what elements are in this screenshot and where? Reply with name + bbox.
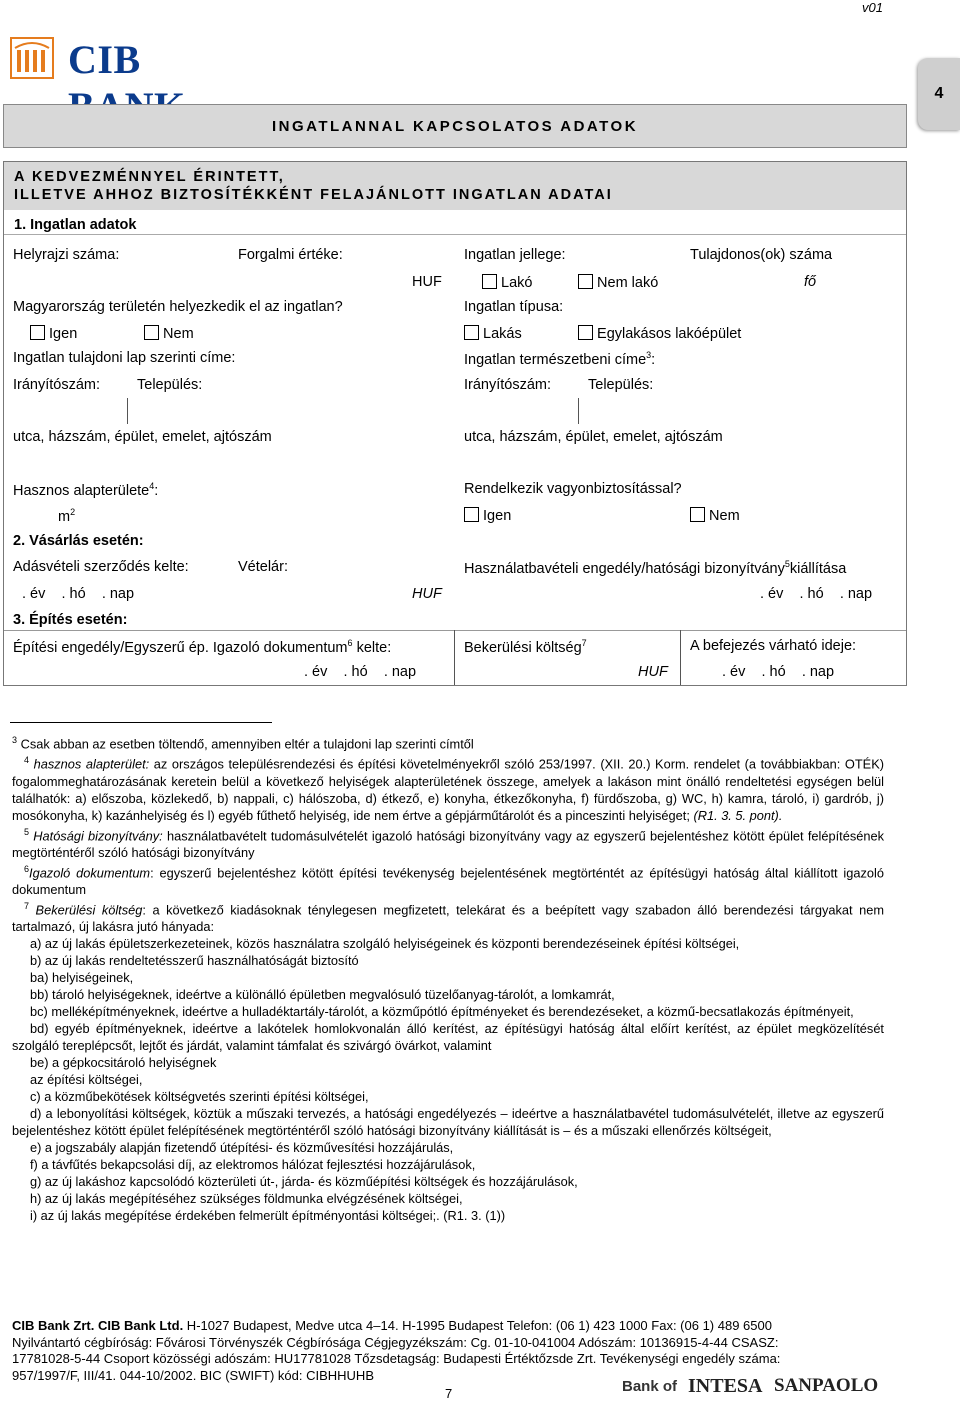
purchase-price-currency: HUF bbox=[412, 586, 442, 602]
in-hungary-no-checkbox[interactable] bbox=[144, 325, 159, 340]
footer-line-4: 957/1997/F, III/41. 044-10/2002. BIC (SWIFT) kód: CIBHHUHB bbox=[12, 1367, 374, 1383]
street-label-left: utca, házszám, épület, emelet, ajtószám bbox=[13, 429, 272, 445]
city-label-right: Település: bbox=[588, 377, 654, 393]
insurance-yes-option[interactable] bbox=[464, 507, 511, 524]
insurance-no-label: Nem bbox=[709, 508, 740, 524]
footnote-ref-7: 7 bbox=[581, 638, 587, 648]
cib-columns-icon bbox=[10, 34, 60, 82]
footer-line-2: Nyilvántartó cégbíróság: Fővárosi Törvényszék Cégbírósága Cégjegyzékszám: Cg. 01-10-041004 Adószám: 10136915-4-44 CSASZ: bbox=[12, 1334, 779, 1350]
property-type-label: Ingatlan típusa: bbox=[464, 299, 564, 315]
subsection-title-1: 1. Ingatlan adatok bbox=[4, 210, 906, 235]
actual-address-text: Ingatlan természetbeni címe bbox=[464, 351, 647, 368]
property-character-label: Ingatlan jellege: bbox=[464, 247, 566, 263]
completion-date-fields: . év . hó . nap bbox=[722, 664, 835, 680]
city-label-left: Település: bbox=[137, 377, 203, 393]
zip-city-divider-left bbox=[127, 398, 128, 424]
building-permit-label bbox=[13, 638, 391, 656]
footnote-ref-5: 5 bbox=[784, 559, 790, 569]
page-number: 7 bbox=[445, 1386, 453, 1401]
area-unit-sup: 2 bbox=[70, 507, 76, 517]
cost-item: g) az új lakáshoz kapcsolódó közterületi út-, járda- és közműépítési költségek és hozzájárulások, bbox=[30, 1174, 578, 1190]
cost-item: b) az új lakás rendeltetésszerű használhatóságát biztosító bbox=[30, 953, 359, 969]
useful-area-label: Hasznos alapterülete$^4$: bbox=[13, 481, 159, 499]
nem-lako-checkbox[interactable] bbox=[578, 274, 593, 289]
occupancy-permit-text: Használatbavételi engedély/hatósági bizonyítvány bbox=[464, 560, 785, 577]
insurance-no-option[interactable] bbox=[690, 507, 740, 524]
footnotes bbox=[12, 732, 884, 1224]
lakas-option[interactable] bbox=[464, 325, 522, 342]
footnote-3: $^3$ Csak abban az esetben töltendő, amennyiben eltér a tulajdoni lap szerinti címtől bbox=[12, 735, 474, 752]
footnote-6: $^6$Igazoló dokumentum: egyszerű bejelentéshez kötött építési tevékenység bejelentésének megtörténtét az építésügyi hatóság által kiállított igazoló dokumentum bbox=[12, 863, 884, 898]
footnote-5: $^5$ Hatósági bizonyítvány: használatbavételt tudomásulvételét igazoló hatósági bizonyítvány vagy az egyszerű bejelentéshez kötött épület felépítésének megtörténtéről szóló hatósági bizonyítvány bbox=[12, 826, 884, 860]
nem-lako-label: Nem lakó bbox=[597, 275, 659, 291]
intesa-sanpaolo-logo bbox=[622, 1374, 884, 1400]
section-heading-line2: ILLETVE AHHOZ BIZTOSÍTÉKKÉNT FELAJÁNLOTT INGATLAN ADATAI bbox=[14, 187, 613, 203]
insurance-question: Rendelkezik vagyonbiztosítással? bbox=[464, 481, 682, 497]
bank-of-text: Bank of bbox=[622, 1378, 678, 1395]
cost-item: e) a jogszabály alapján fizetendő útépítési- és közművesítési hozzájárulás, bbox=[30, 1140, 454, 1156]
construction-row-divider bbox=[4, 630, 906, 631]
intesa-text: INTESA bbox=[688, 1375, 763, 1397]
contract-date-label: Adásvételi szerződés kelte: bbox=[13, 559, 189, 575]
section-heading-line1: A KEDVEZMÉNNYEL ÉRINTETT, bbox=[14, 169, 285, 185]
sanpaolo-text: SANPAOLO bbox=[774, 1375, 879, 1396]
lakas-checkbox[interactable] bbox=[464, 325, 479, 340]
in-hungary-yes-option[interactable] bbox=[30, 325, 77, 342]
footnote-ref-6: 6 bbox=[347, 638, 353, 648]
street-label-right: utca, házszám, épület, emelet, ajtószám bbox=[464, 429, 723, 445]
parcel-number-label: Helyrajzi száma: bbox=[13, 247, 120, 263]
owner-count-unit: fő bbox=[804, 274, 817, 290]
in-hungary-yes-label: Igen bbox=[49, 326, 78, 342]
zip-label-left: Irányítószám: bbox=[13, 377, 101, 393]
owner-count-label: Tulajdonos(ok) száma bbox=[690, 247, 833, 263]
building-permit-text: Építési engedély/Egyszerű ép. Igazoló dokumentum bbox=[13, 639, 348, 656]
logo-wordmark: CIB bbox=[68, 37, 141, 82]
area-unit bbox=[58, 507, 75, 525]
lako-label: Lakó bbox=[501, 275, 533, 291]
occupancy-permit-label bbox=[464, 559, 846, 577]
building-permit-date-text: kelte: bbox=[356, 639, 392, 656]
market-value-currency: HUF bbox=[412, 274, 442, 290]
area-unit-text: m bbox=[58, 508, 71, 525]
cost-item: d) a lebonyolítási költségek, köztük a műszaki tervezés, a hatósági engedélyezés – ideértve a használatbavétel tudomásulvételét, illetve az egyszerű bejelentéshez kötött épület felépítésének megtörténtéről szóló hatósági bizonyítvány kiállítását is – és a műszaki ellenőrzés költségeit, bbox=[12, 1106, 884, 1139]
insurance-no-checkbox[interactable] bbox=[690, 507, 705, 522]
construction-cost-text: Bekerülési költség bbox=[464, 639, 582, 656]
lako-option[interactable] bbox=[482, 274, 532, 291]
cib-bank-logo bbox=[10, 34, 260, 86]
section-heading bbox=[4, 162, 906, 210]
footnote-separator bbox=[10, 722, 272, 723]
zip-city-divider-right bbox=[578, 398, 579, 424]
cost-item: be) a gépkocsitároló helyiségnek bbox=[30, 1055, 217, 1071]
cost-item: bb) tároló helyiségeknek, ideértve a különálló épületben megvalósuló tüzelőanyag-tárolót, a lomkamrát, bbox=[30, 987, 615, 1003]
occupancy-permit-issue: kiállítása bbox=[789, 560, 847, 577]
cost-item: i) az új lakás megépítése érdekében felmerült építményontási költségei;. (R1. 3. (1)) bbox=[30, 1208, 506, 1224]
lako-checkbox[interactable] bbox=[482, 274, 497, 289]
footnote-ref-3: 3 bbox=[646, 350, 652, 360]
property-form-frame bbox=[3, 161, 907, 686]
construction-col-divider-2 bbox=[680, 630, 681, 685]
single-family-label: Egylakásos lakóépület bbox=[597, 326, 742, 342]
version-label: v01 bbox=[862, 0, 883, 15]
cost-item: c) a közműbekötések költségvetés szerinti építési költségei, bbox=[30, 1089, 369, 1105]
page-tab: 4 bbox=[918, 58, 960, 130]
useful-area-text: Hasznos alapterülete bbox=[13, 482, 150, 499]
construction-cost-currency: HUF bbox=[638, 664, 668, 680]
footnote-4: $^4$ hasznos alapterület: az országos településrendezési és építési követelményekről szóló 253/1997. (XII. 20.) Korm. rendelet (a továbbiakban: OTÉK) fogalommeghatározásának keretein belül a következő helyiségek alapterületének összege, amelyek a lakáson mint önálló rendeltetési egységen belül találhatók: a) előszoba, közlekedő, b) nappali, c) hálószoba, d) étkező, e) konyha, étkezőkonyha, f) fürdőszoba, g) WC, h) kamra, tároló, i) gardrób, j) mosókonyha, k) kazánhelyiség és l) egyéb fűthető helyiség, ide nem értve a gépjárműtárolót és a pinceszinti helyiséget; (R1. 3. 5. pont). bbox=[12, 755, 884, 823]
cost-item: a) az új lakás épületszerkezeteinek, közös használatra szolgáló helyiségeinek és központi berendezéseinek építési költségei, bbox=[30, 936, 740, 952]
actual-address-label: Ingatlan természetbeni címe$^3$: bbox=[464, 350, 656, 368]
land-registry-address-label: Ingatlan tulajdoni lap szerinti címe: bbox=[13, 350, 236, 366]
in-hungary-yes-checkbox[interactable] bbox=[30, 325, 45, 340]
cost-item: ba) helyiségeinek, bbox=[30, 970, 134, 986]
purchase-price-label: Vételár: bbox=[238, 559, 288, 575]
construction-cost-label bbox=[464, 638, 587, 656]
subsection-title-3: 3. Építés esetén: bbox=[13, 612, 128, 628]
cost-item: az építési költségei, bbox=[30, 1072, 143, 1088]
occupancy-permit-date-fields: . év . hó . nap bbox=[760, 586, 873, 602]
footnote-7: $^7$ Bekerülési költség: a következő kiadásoknak ténylegesen megfizetett, telekárat és a beépített vagy szabadon álló berendezési tárgyakat nem tartalmazó, új lakásra jutó hányada: bbox=[12, 901, 884, 935]
cost-item: f) a távfűtés bekapcsolási díj, az elektromos hálózat fejlesztési hozzájárulások, bbox=[30, 1157, 476, 1173]
section-banner: INGATLANNAL KAPCSOLATOS ADATOK bbox=[3, 104, 907, 148]
cost-item: bd) egyéb építményeknek, ideértve a lakótelek homlokvonalán álló kerítést, az építésügyi hatóság által előírt kerítést, az épület megközelítését szolgáló tereplépcsőt, lejtőt és járdát, valamint támfalat és szivárgó övárkot, valamint bbox=[12, 1021, 884, 1054]
footnote-ref-4: 4 bbox=[149, 481, 155, 491]
construction-col-divider-1 bbox=[454, 630, 455, 685]
in-hungary-no-label: Nem bbox=[163, 326, 194, 342]
cost-item: h) az új lakás megépítéséhez szükséges földmunka elvégzésének költségei, bbox=[30, 1191, 463, 1207]
cost-item: bc) melléképítményeknek, ideértve a hulladéktartály-tárolót, a közműpótló építményeket és berendezéseket, a közmű-becsatlakozás építményeit, bbox=[30, 1004, 854, 1020]
single-family-option[interactable] bbox=[578, 325, 741, 342]
lakas-label: Lakás bbox=[483, 326, 522, 342]
subsection-title-2: 2. Vásárlás esetén: bbox=[13, 533, 144, 549]
in-hungary-question: Magyarország területén helyezkedik el az ingatlan? bbox=[13, 299, 343, 315]
zip-label-right: Irányítószám: bbox=[464, 377, 552, 393]
insurance-yes-checkbox[interactable] bbox=[464, 507, 479, 522]
footer-line-3: 17781028-5-44 Csoport közösségi adószám: HU17781028 Tőzsdetagság: Budapesti Értéktőzsde Zrt. Tevékenységi engedély száma: bbox=[12, 1351, 781, 1366]
contract-date-fields: . év . hó . nap bbox=[22, 586, 135, 602]
footer-line-1: CIB Bank Zrt. CIB Bank Ltd. H-1027 Budapest, Medve utca 4–14. H-1995 Budapest Telefon: (06 1) 423 1000 Fax: (06 1) 489 6500 bbox=[12, 1318, 772, 1333]
in-hungary-no-option[interactable] bbox=[144, 325, 194, 342]
building-permit-date-fields: . év . hó . nap bbox=[304, 664, 417, 680]
insurance-yes-label: Igen bbox=[483, 508, 512, 524]
nem-lako-option[interactable] bbox=[578, 274, 658, 291]
market-value-label: Forgalmi értéke: bbox=[238, 247, 343, 263]
completion-date-label: A befejezés várható ideje: bbox=[690, 638, 857, 654]
single-family-checkbox[interactable] bbox=[578, 325, 593, 340]
